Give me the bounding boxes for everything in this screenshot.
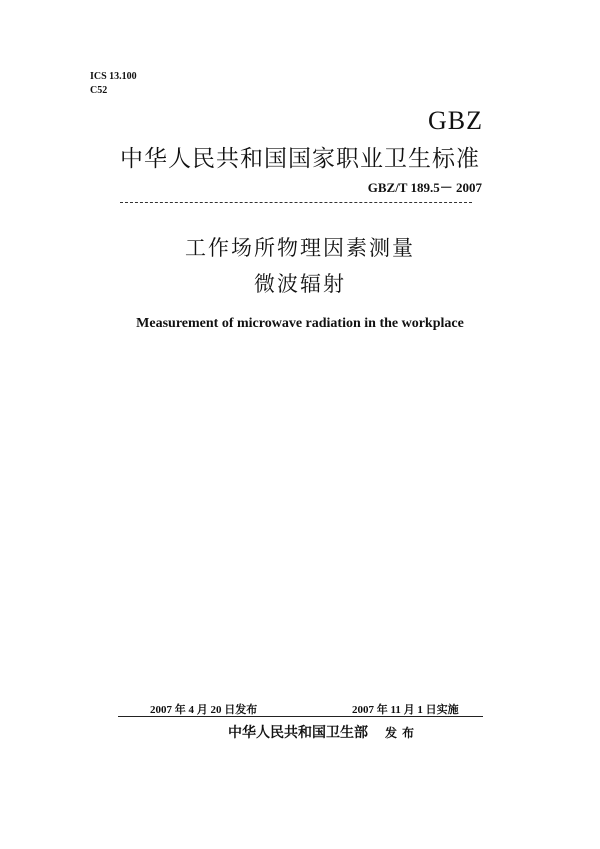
standard-number: GBZ/T 189.5－ 2007 (367, 180, 482, 195)
publisher: 中华人民共和国卫生部 (228, 725, 368, 741)
classification-block (90, 70, 137, 98)
title-cn-line2: 微波辐射 (254, 272, 346, 296)
standard-type-heading: 中华人民共和国国家职业卫生标准 (120, 146, 480, 172)
footer-rule (118, 716, 483, 717)
standard-code: GBZ (428, 106, 483, 135)
title-cn-line1: 工作场所物理因素测量 (185, 236, 415, 260)
publish-label: 发布 (385, 726, 420, 740)
implementation-date: 2007 年 11 月 1 日实施 (352, 704, 459, 716)
issue-date: 2007 年 4 月 20 日发布 (150, 704, 258, 716)
ics-code: ICS 13.100 (90, 71, 137, 82)
dashed-divider (120, 202, 472, 203)
title-en: Measurement of microwave radiation in the workplace (136, 316, 464, 331)
category-code: C52 (90, 85, 108, 96)
